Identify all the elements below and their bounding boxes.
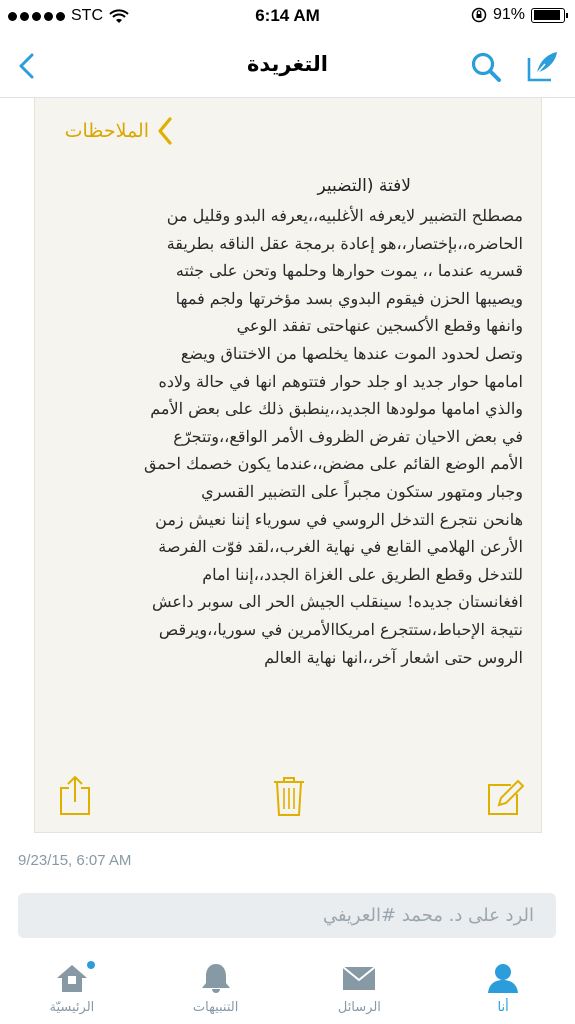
reply-box[interactable] bbox=[18, 893, 556, 938]
notes-back-label: الملاحظات bbox=[64, 120, 149, 142]
battery-fill bbox=[534, 10, 560, 20]
tweet-timestamp: 9/23/15, 6:07 AM bbox=[18, 852, 132, 869]
chevron-left-icon bbox=[157, 116, 173, 146]
note-line: الحاضره،،بإختصار،،هو إعادة برمجة عقل الناقه بطريقة bbox=[166, 233, 523, 253]
home-icon bbox=[54, 962, 90, 994]
carrier-label: STC bbox=[71, 7, 103, 24]
tab-home-label: الرئيسيّة bbox=[49, 1000, 95, 1015]
note-image[interactable] bbox=[34, 98, 542, 833]
note-line: نتيجة الإحباط،ستتجرع امريكاالأمرين في سوريا،،ويرقص bbox=[158, 619, 523, 639]
note-line: للتدخل وقطع الطريق على الغزاة الجدد،،إننا امام bbox=[202, 564, 523, 584]
tab-notifications[interactable] bbox=[144, 956, 288, 1024]
reply-input[interactable] bbox=[18, 893, 556, 938]
battery-percent: 91% bbox=[492, 6, 525, 23]
tab-me-label: أنا bbox=[497, 1000, 509, 1015]
note-line: هانحن نتجرع التدخل الروسي في سورياء إننا نعيش زمن bbox=[155, 509, 523, 529]
note-title: لافتة (التضبير bbox=[317, 176, 411, 196]
tab-home[interactable] bbox=[0, 956, 144, 1024]
orientation-lock-icon bbox=[471, 7, 487, 23]
tab-notifications-label: التنبيهات bbox=[192, 1000, 239, 1015]
notification-dot bbox=[87, 961, 95, 969]
page-title: التغريدة bbox=[247, 52, 328, 76]
note-line: وانفها وقطع الأكسجين عنهاحتى تفقد الوعي bbox=[236, 316, 523, 336]
person-icon bbox=[485, 962, 521, 994]
note-body bbox=[49, 202, 523, 671]
note-line: مصطلح التضبير لايعرفه الأغلبيه،،يعرفه البدو وقليل من bbox=[166, 206, 523, 225]
note-line: وتصل لحدود الموت عندها يخلصها من الاختناق ويضع bbox=[180, 343, 523, 363]
note-line: الأرعن الهلامي القابع في نهاية الغرب،،لقد فوّت الفرصة bbox=[158, 537, 523, 557]
envelope-icon bbox=[341, 962, 377, 994]
bell-icon bbox=[198, 962, 234, 994]
note-line: والذي امامها مولودها الجديد،،ينطبق ذلك على بعض الأمم bbox=[150, 399, 523, 419]
battery-icon bbox=[531, 8, 565, 23]
note-line: قسريه عندما ،، يموت حوارها وحلمها وتحن على جثته bbox=[175, 261, 523, 281]
nav-bar bbox=[0, 34, 575, 98]
search-icon[interactable] bbox=[469, 50, 503, 84]
tab-bar bbox=[0, 956, 575, 1024]
notes-back-link bbox=[65, 116, 173, 146]
share-icon bbox=[55, 774, 95, 818]
note-line: الأمم الوضع القائم على مضض،،عندما يكون خصمك احمق bbox=[144, 454, 523, 474]
status-time: 6:14 AM bbox=[255, 6, 320, 25]
tab-messages[interactable] bbox=[288, 956, 432, 1024]
tab-me[interactable] bbox=[431, 956, 575, 1024]
note-line: افغانستان جديده! سينقلب الجيش الحر الى سوبر داعش bbox=[151, 592, 523, 612]
status-bar bbox=[0, 0, 575, 34]
compose-icon[interactable] bbox=[525, 48, 561, 84]
note-line: امامها حوار جديد او جلد حوار فتتوهم انها في حالة ولاده bbox=[158, 371, 523, 391]
trash-icon bbox=[269, 774, 309, 818]
status-right bbox=[471, 6, 565, 24]
tab-messages-label: الرسائل bbox=[337, 1000, 381, 1015]
edit-icon bbox=[485, 774, 525, 818]
note-line: وجبار ومتهور ستكون مجبراً على التضبير القسري bbox=[201, 481, 523, 501]
note-line: الروس حتى اشعار آخر،،انها نهاية العالم bbox=[264, 647, 523, 667]
note-line: ويصيبها الحزن فيقوم البدوي بسد مؤخرتها ولجم فمها bbox=[175, 288, 523, 308]
note-line: في بعض الاحيان تفرض الظروف الأمر الواقع،،وتتجرّع bbox=[173, 426, 523, 446]
